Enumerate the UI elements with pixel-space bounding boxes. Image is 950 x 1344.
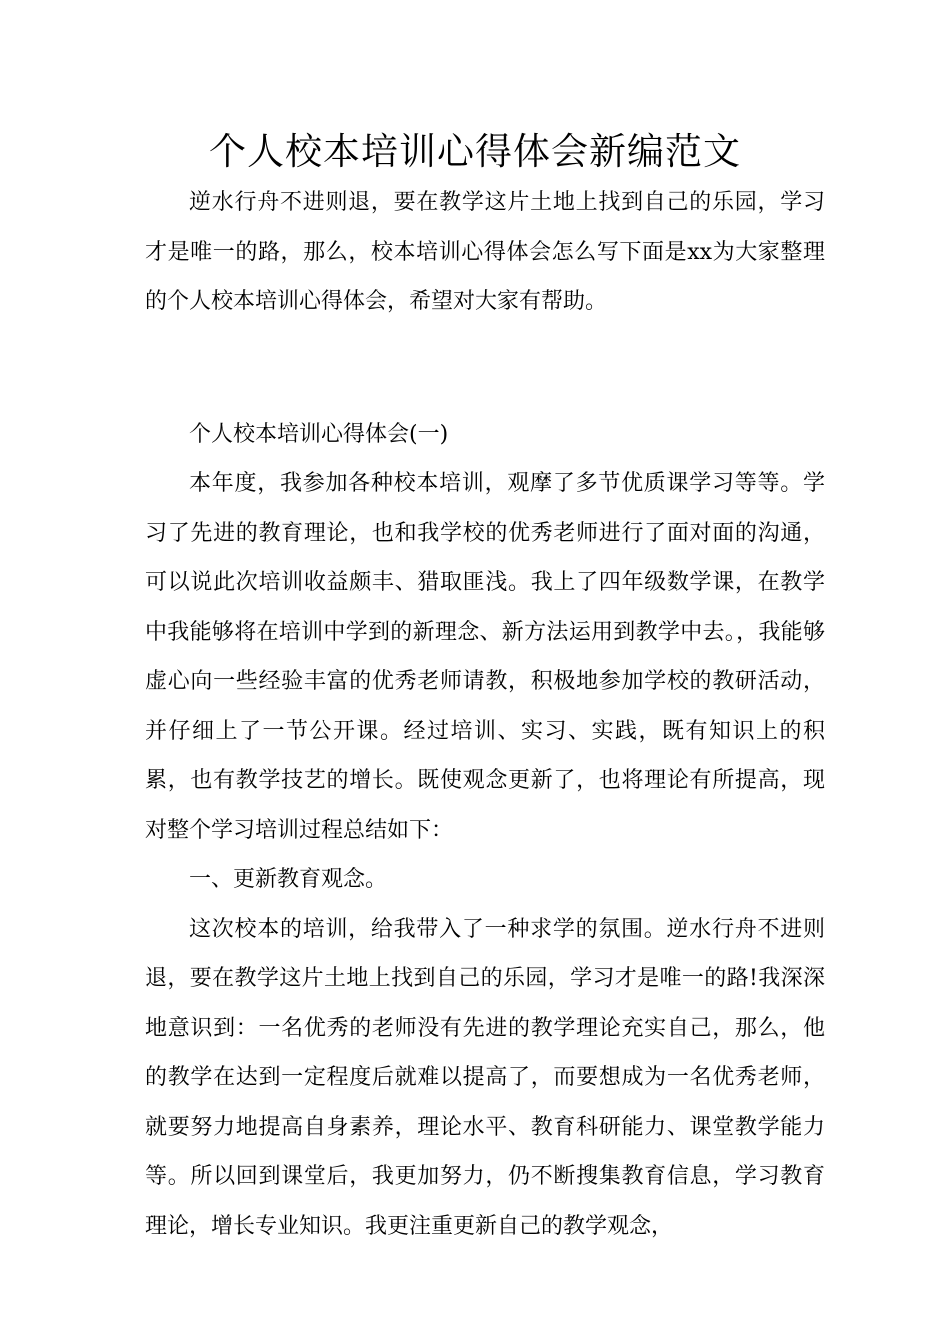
body-paragraph: 这次校本的培训，给我带入了一种求学的氛围。逆水行舟不进则退，要在教学这片土地上找到自己的乐园，学习才是唯一的路!我深深地意识到：一名优秀的老师没有先进的教学理论充实自己，那么，他的教学在达到一定程度后就难以提高了，而要想成为一名优秀老师，就要努力地提高自身素养，理论水平、教育科研能力、课堂教学能力等。所以回到课堂后，我更加努力，仍不断搜集教育信息，学习教育理论，增长专业知识。我更注重更新自己的教学观念， (145, 916, 825, 1239)
section-heading: 个人校本培训心得体会(一) (189, 421, 449, 447)
body-paragraph: 本年度，我参加各种校本培训，观摩了多节优质课学习等等。学习了先进的教育理论，也和我学校的优秀老师进行了面对面的沟通，可以说此次培训收益颇丰、猎取匪浅。我上了四年级数学课，在教学中我能够将在培训中学到的新理念、新方法运用到教学中去。，我能够虚心向一些经验丰富的优秀老师请教，积极地参加学校的教研活动，并仔细上了一节公开课。经过培训、实习、实践，既有知识上的积累，也有教学技艺的增长。既使观念更新了，也将理论有所提高，现对整个学习培训过程总结如下： (145, 471, 825, 843)
subsection-heading: 一、更新教育观念。 (189, 867, 388, 892)
document-title: 个人校本培训心得体会新编范文 (209, 130, 741, 173)
document-body (145, 178, 825, 1251)
section-gap (145, 327, 825, 410)
intro-paragraph: 逆水行舟不进则退，要在教学这片土地上找到自己的乐园，学习才是唯一的路，那么，校本培训心得体会怎么写下面是xx为大家整理的个人校本培训心得体会，希望对大家有帮助。 (145, 190, 825, 314)
